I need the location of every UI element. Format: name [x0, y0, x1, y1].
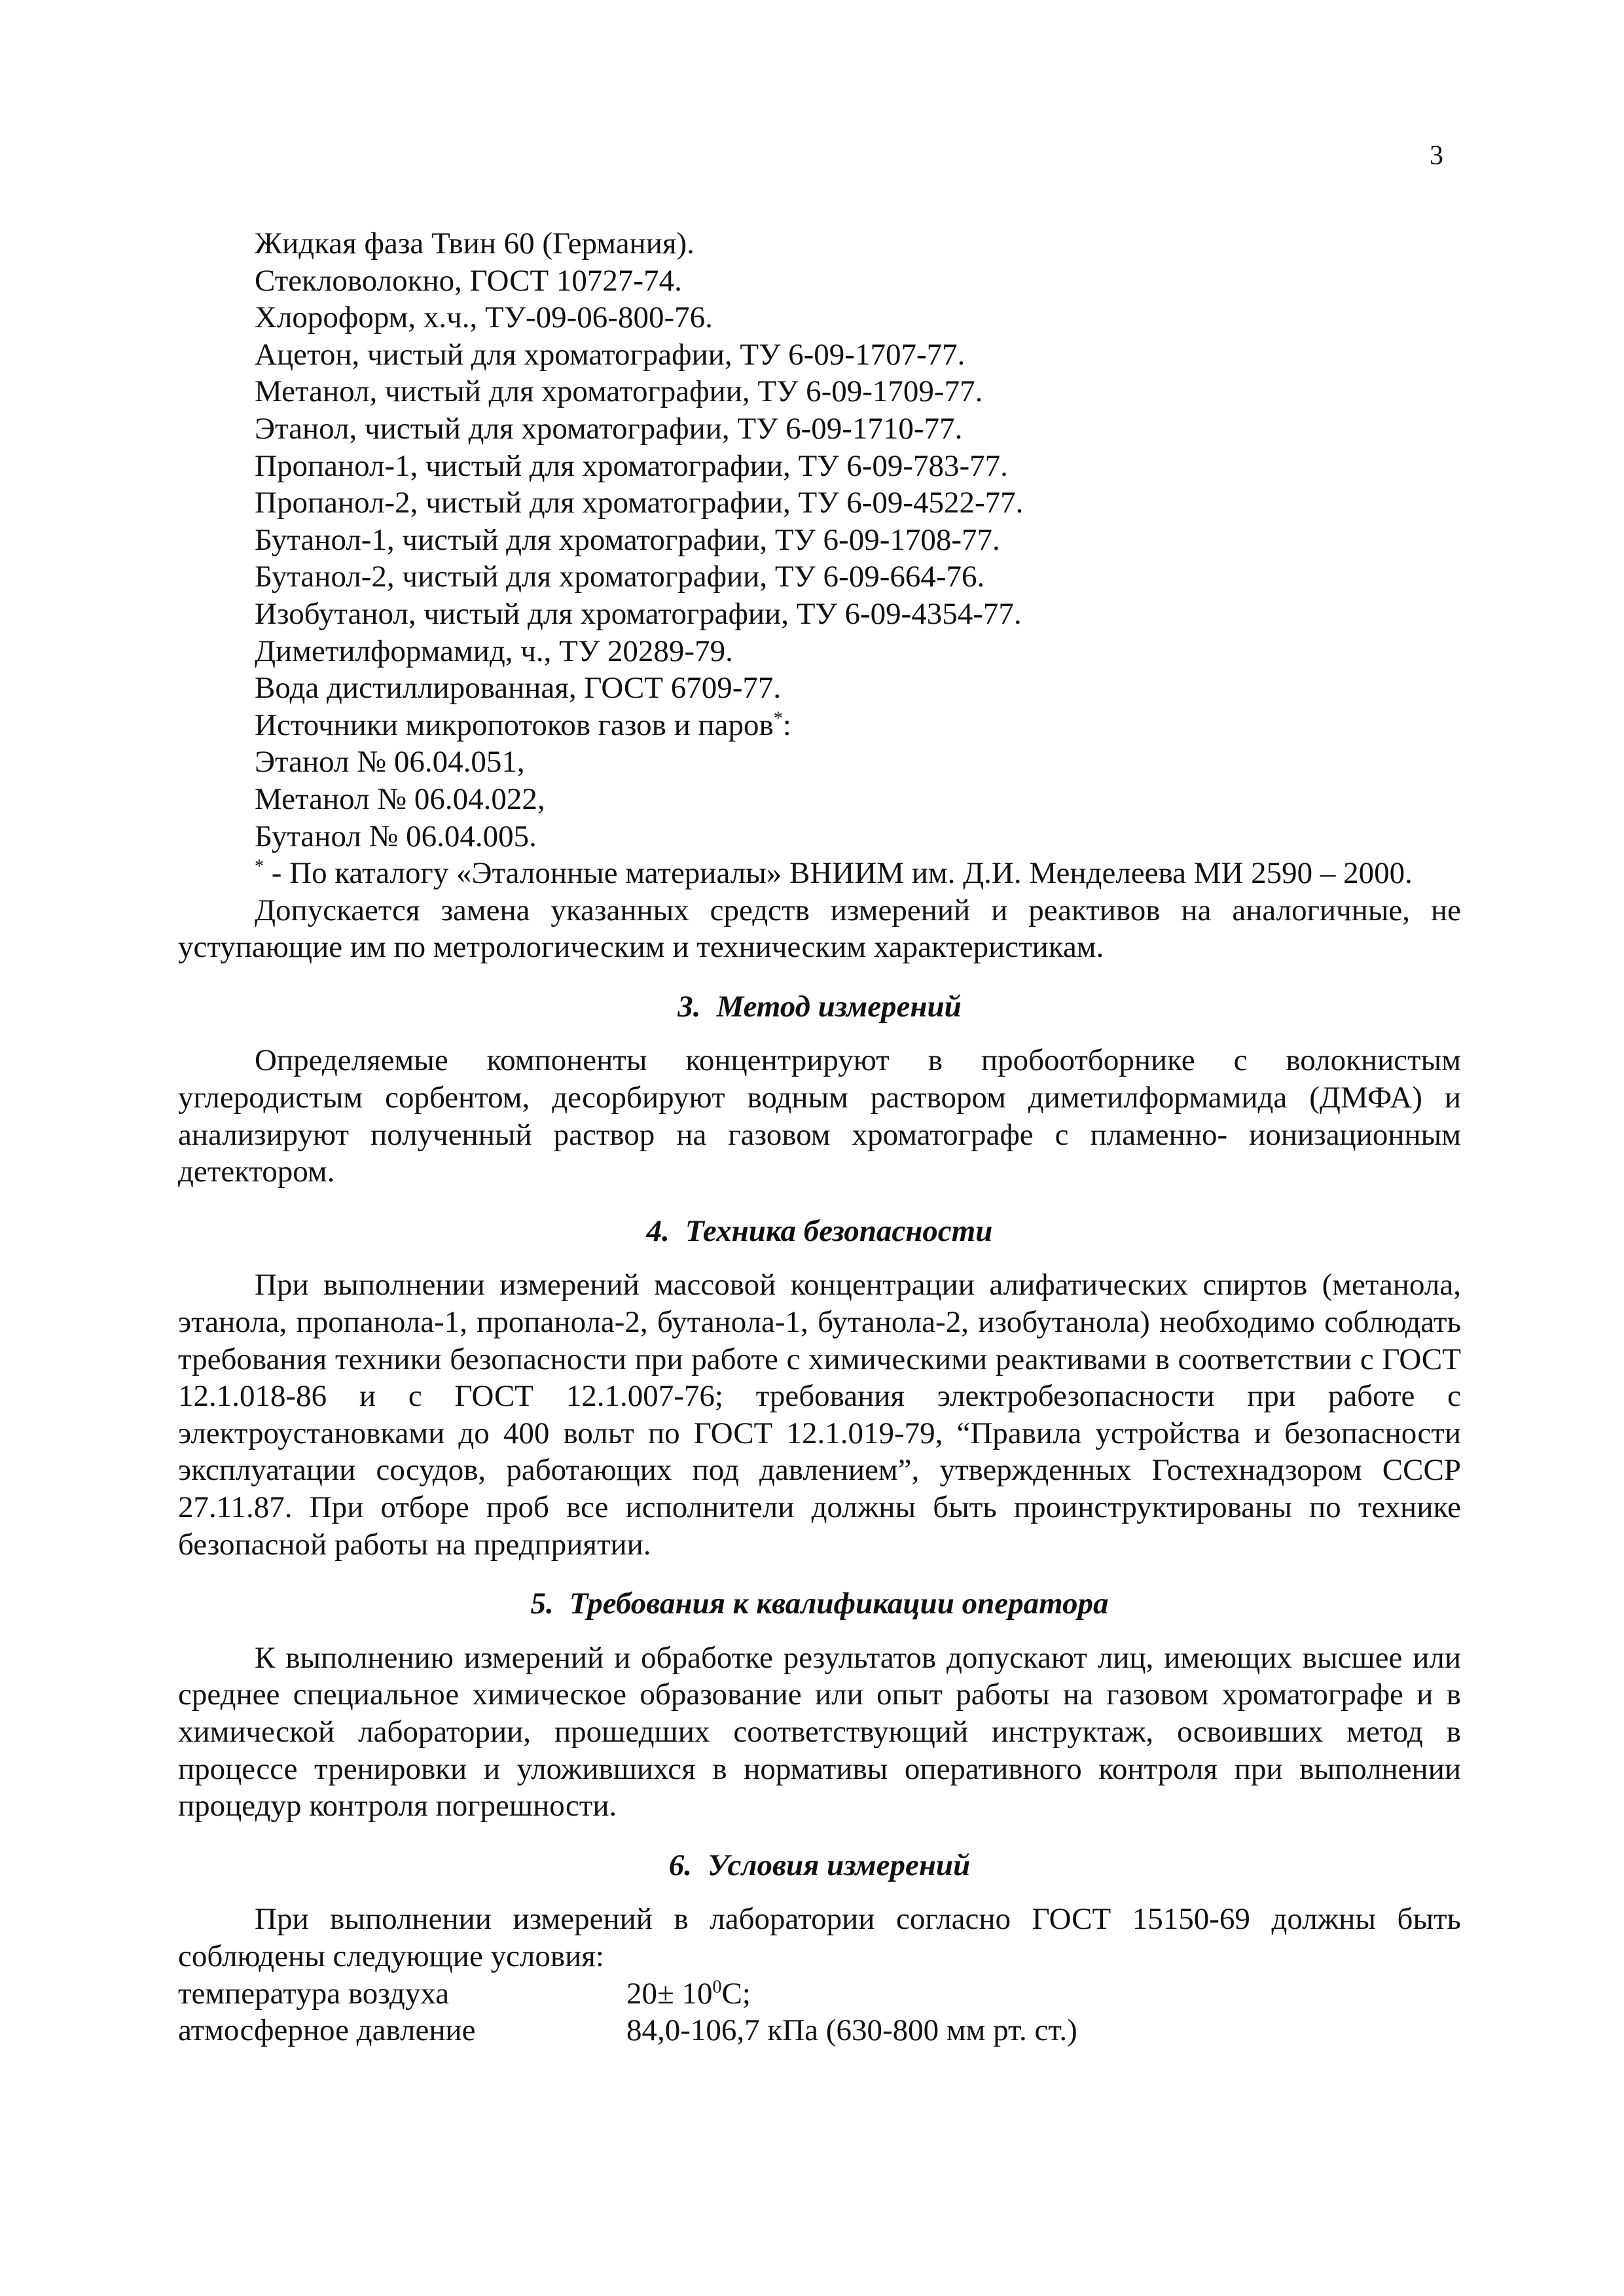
page-number: 3	[1430, 141, 1443, 171]
section-number: 3.	[677, 989, 701, 1024]
section-title: Условия измерений	[708, 1848, 971, 1882]
section-title: Метод измерений	[716, 989, 962, 1024]
section-text-conditions: При выполнении измерений в лаборатории согласно ГОСТ 15150-69 должны быть соблюдены следующие условия:	[178, 1902, 1461, 1973]
page-content	[178, 225, 1461, 2049]
section-heading-method	[178, 988, 1461, 1026]
list-item: Бутанол № 06.04.005.	[255, 819, 537, 853]
section-number: 6.	[668, 1848, 693, 1882]
condition-value: $20\pm 10^0С$;	[626, 1976, 751, 2011]
list-item: Этанол, чистый для хроматографии, ТУ 6-09-1710-77.	[255, 411, 963, 446]
list-item: Бутанол-1, чистый для хроматографии, ТУ 6-09-1708-77.	[255, 522, 1000, 557]
footnote	[178, 855, 1461, 892]
footnote-mark: *	[773, 708, 783, 729]
list-item: Метанол № 06.04.022,	[255, 781, 545, 816]
replacement-note: Допускается замена указанных средств измерений и реактивов на аналогичные, не уступающие им по метрологическим и техническим характеристикам.	[178, 893, 1461, 965]
section-title: Техника безопасности	[685, 1213, 993, 1248]
list-item: Вода дистиллированная, ГОСТ 6709-77.	[255, 671, 782, 706]
list-item: Диметилформамид, ч., ТУ 20289-79.	[255, 634, 733, 668]
table-row	[178, 2012, 1077, 2049]
section-heading-conditions	[178, 1847, 1461, 1884]
section-text-safety: При выполнении измерений массовой концентрации алифатических спиртов (метанола, этанола, пропанола-1, пропанола-2, бутанола-1, бутанола-2, изобутанола) необходимо соблюдать требования техники безопасности при работе с химическими реактивами в соответствии с ГОСТ 12.1.018-86 и с ГОСТ 12.1.007-76; требования электробезопасности при работе с электроустановками до 400 вольт по ГОСТ 12.1.019-79, “Правила устройства и безопасности эксплуатации сосудов, работающих под давлением”, утвержденных Гостехнадзором СССР 27.11.87. При отборе проб все исполнители должны быть проинструктированы по технике безопасной работы на предприятии.	[178, 1268, 1461, 1562]
conditions-table	[178, 1975, 1077, 2049]
list-item: Пропанол-2, чистый для хроматографии, ТУ 6-09-4522-77.	[255, 486, 1024, 520]
reagents-list	[178, 225, 1461, 855]
list-item: Этанол № 06.04.051,	[255, 745, 525, 780]
list-item: Пропанол-1, чистый для хроматографии, ТУ 6-09-783-77.	[255, 448, 1008, 483]
section-number: 5.	[530, 1587, 554, 1621]
sources-heading	[255, 707, 1461, 744]
condition-value: 84,0-106,7 кПа (630-800 мм рт. ст.)	[626, 2013, 1077, 2048]
section-title: Требования к квалификации оператора	[569, 1587, 1109, 1621]
section-text-method: Определяемые компоненты концентрируют в пробоотборнике с волокнистым углеродистым сорбентом, десорбируют водным раствором диметилформамида (ДМФА) и анализируют полученный раствор на газовом хроматографе с пламенно- ионизационным детектором.	[178, 1043, 1461, 1189]
list-item: Метанол, чистый для хроматографии, ТУ 6-09-1709-77.	[255, 374, 983, 409]
sources-label: Источники микропотоков газов и паров	[255, 708, 774, 742]
list-item: Стекловолокно, ГОСТ 10727-74.	[255, 263, 682, 298]
condition-label: атмосферное давление	[178, 2013, 476, 2048]
list-item: Хлороформ, х.ч., ТУ-09-06-800-76.	[255, 300, 713, 335]
footnote-text: - По каталогу «Эталонные материалы» ВНИИМ им. Д.И. Менделеева МИ 2590 – 2000.	[264, 856, 1413, 891]
footnote-mark: *	[255, 856, 264, 877]
sources-suffix: :	[782, 708, 791, 742]
list-item: Жидкая фаза Твин 60 (Германия).	[255, 226, 695, 260]
condition-label: температура воздуха	[178, 1976, 450, 2011]
list-item: Изобутанол, чистый для хроматографии, ТУ 6-09-4354-77.	[255, 596, 1022, 631]
section-heading-qualification	[178, 1585, 1461, 1623]
list-item: Ацетон, чистый для хроматографии, ТУ 6-09-1707-77.	[255, 337, 965, 372]
table-row	[178, 1975, 1077, 2013]
degree-superscript: 0	[712, 1976, 722, 1997]
list-item: Бутанол-2, чистый для хроматографии, ТУ 6-09-664-76.	[255, 560, 985, 594]
section-text-qualification: К выполнению измерений и обработке результатов допускают лиц, имеющих высшее или среднее специальное химическое образование или опыт работы на газовом хроматографе и в химической лаборатории, прошедших соответствующий инструктаж, освоивших метод в процессе тренировки и уложившихся в нормативы оперативного контроля при выполнении процедур контроля погрешности.	[178, 1640, 1461, 1823]
section-number: 4.	[646, 1213, 670, 1248]
section-heading-safety	[178, 1213, 1461, 1250]
